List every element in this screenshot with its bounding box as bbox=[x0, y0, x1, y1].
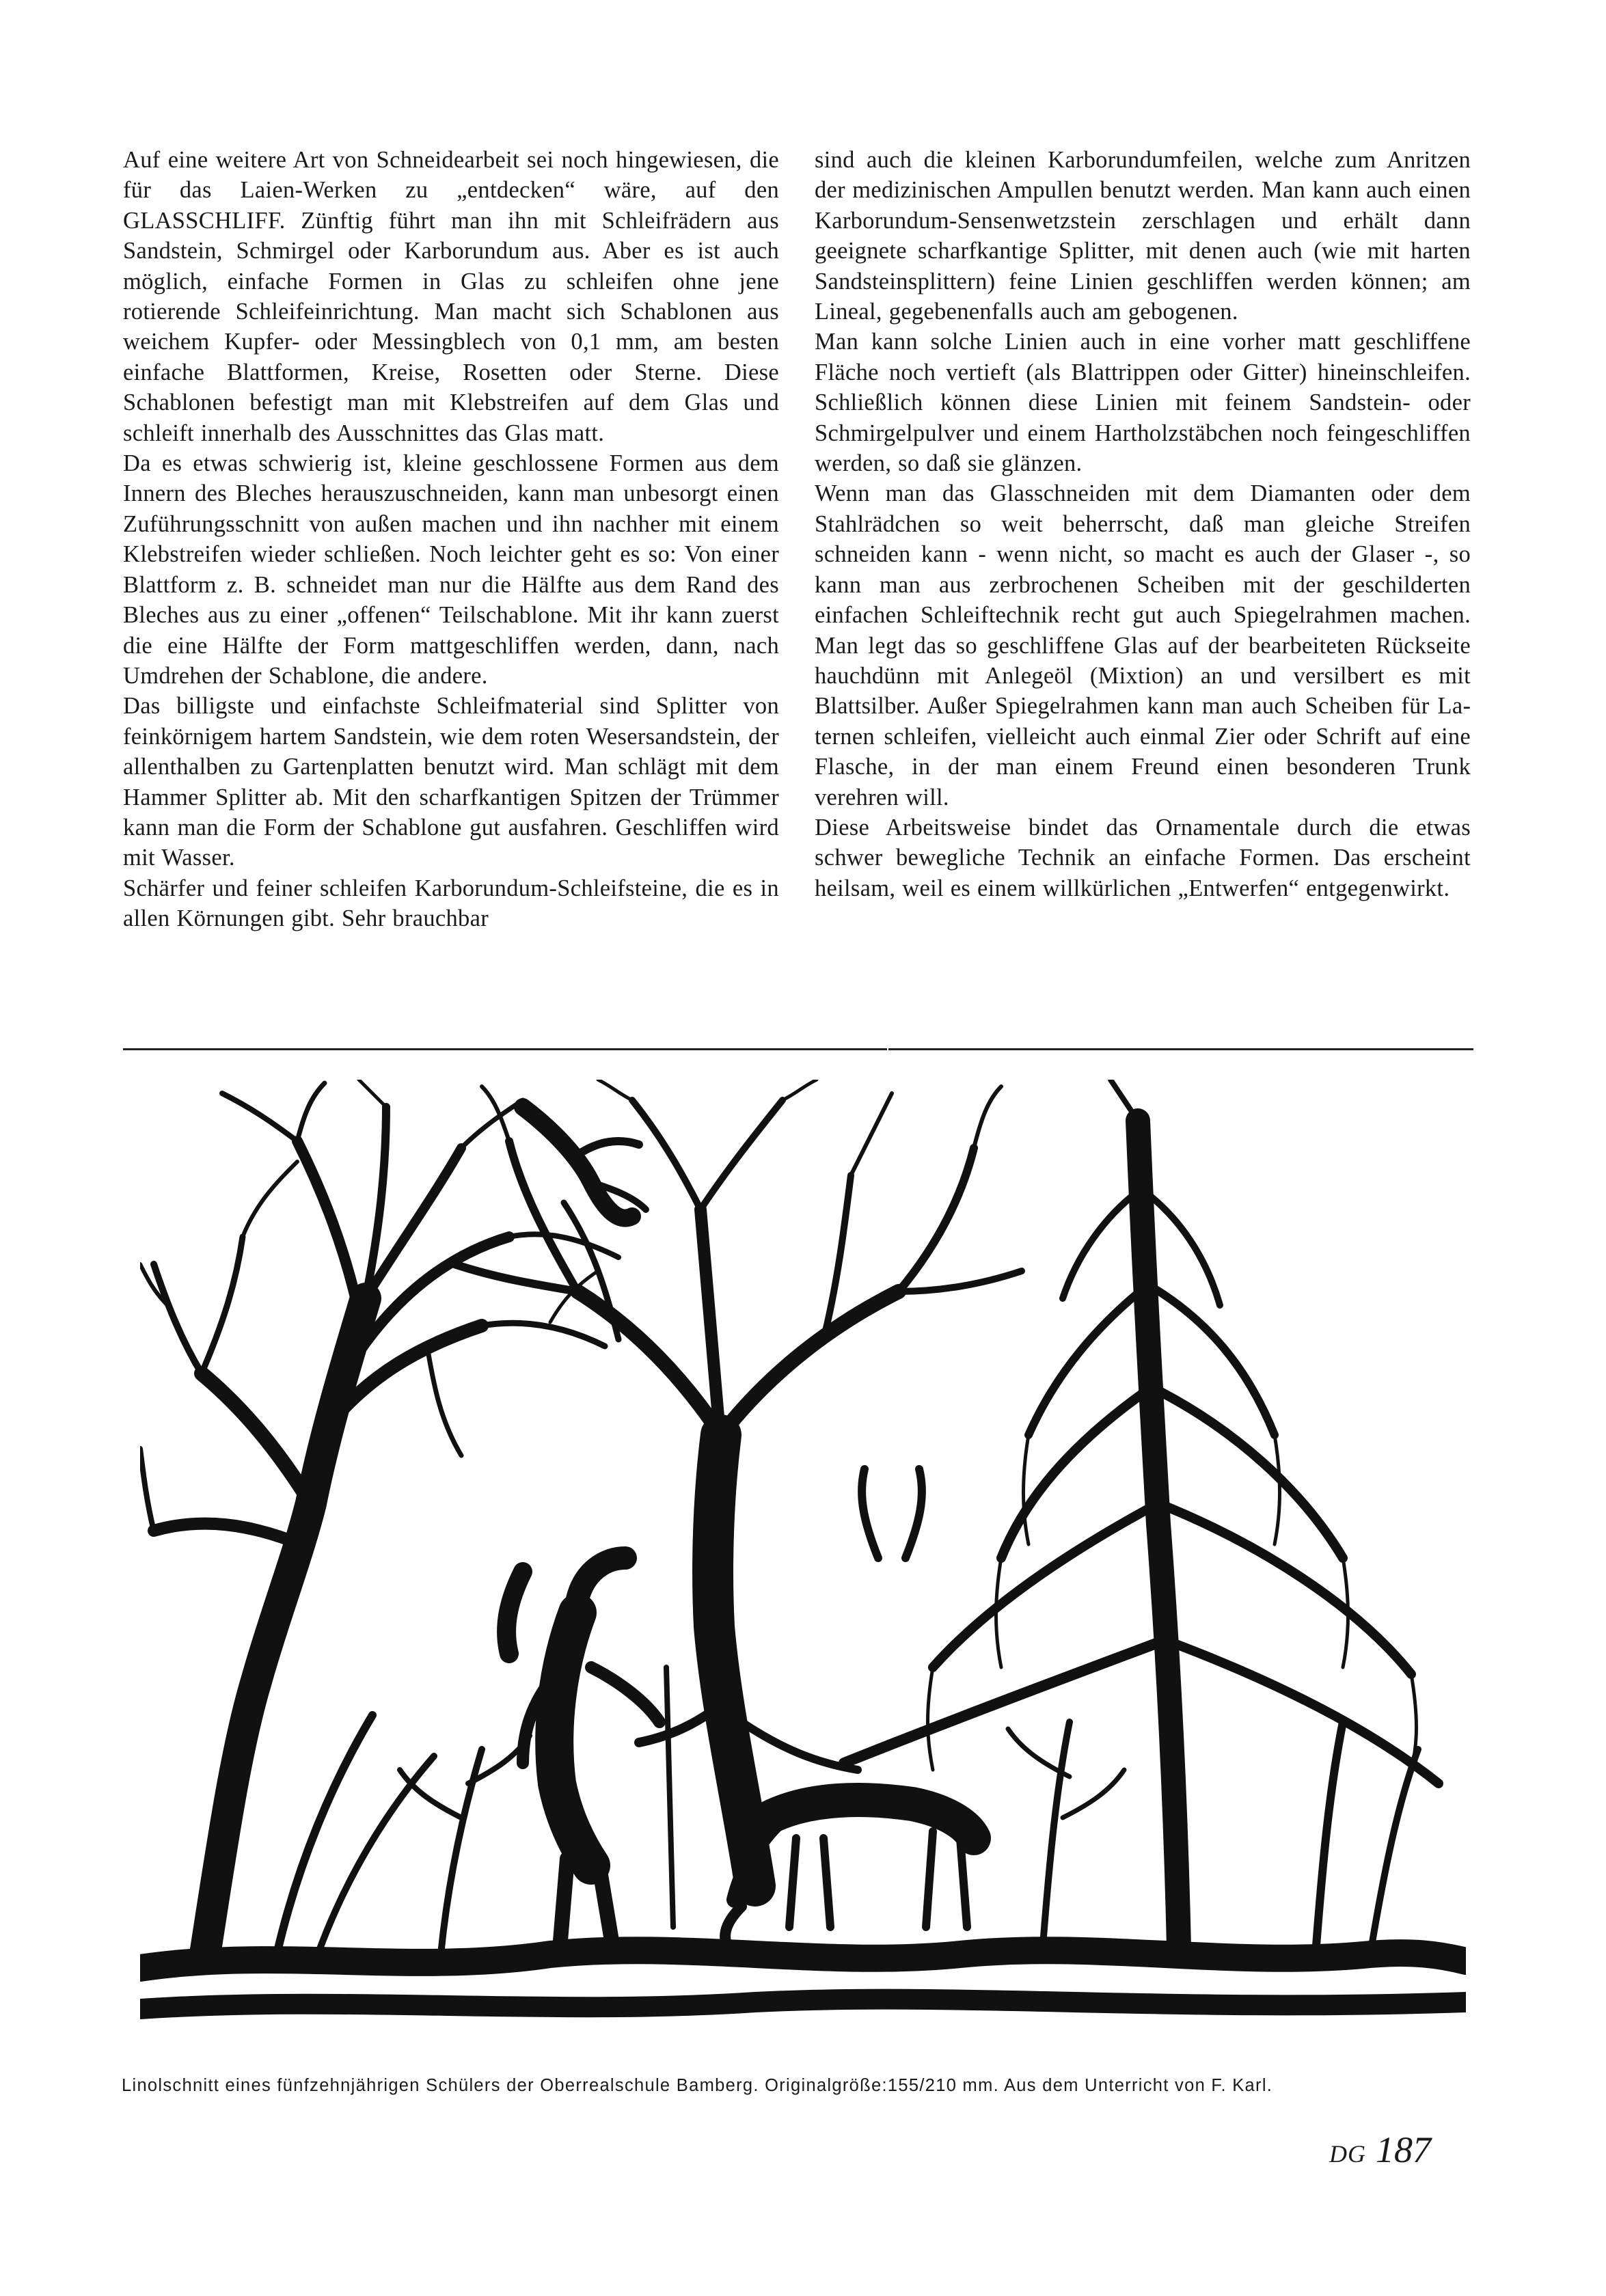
paragraph: Da es etwas schwierig ist, kleine geschlossene Formen aus dem Innern des Bleches herauszuschneiden, kann man unbesorgt einen Zuführungsschnitt von außen machen und ihn nachher mit einem Klebstreifen wieder schließen. Noch leichter geht es so: Von einer Blattform z. B. schneidet man nur die Hälfte aus dem Rand des Bleches aus zu einer „offenen“ Teilschablone. Mit ihr kann zuerst die eine Hälfte der Form mattgeschliffen werden, dann, nach Umdrehen der Schablone, die andere. bbox=[123, 450, 779, 689]
ground-strip bbox=[140, 1950, 1466, 1968]
text-column-right bbox=[815, 145, 1471, 903]
paragraph: sind auch die kleinen Karborundumfeilen, welche zum Anritzen der medizinischen Ampullen benutzt werden. Man kann auch einen Karborundum-Sensenwetzstein zerschlagen und erhält dann geeignete scharfkantige Splitter, mit denen auch (wie mit harten Sandsteinsplittern) feine Linien geschliffen werden können; am Lineal, gegebenenfalls auch am gebogenen. bbox=[815, 147, 1471, 325]
divider-rule-left bbox=[123, 1048, 887, 1050]
text-column-left bbox=[123, 145, 779, 934]
page-footer bbox=[1329, 2129, 1431, 2171]
figure-caption: Linolschnitt eines fünfzehnjährigen Schülers der Oberrealschule Bamberg. Originalgröße:155/210 mm. Aus dem Unterricht von F. Karl. bbox=[122, 2076, 1273, 2095]
paragraph: Auf eine weitere Art von Schneidearbeit sei noch hingewiesen, die für das Laien-Werken zu „entdecken“ wäre, auf den GLASSCHLIFF. Zünftig führt man ihn mit Schleifrädern aus Sandstein, Schmirgel oder Karborundum aus. Aber es ist auch möglich, einfache Formen in Glas zu schleifen ohne jene rotierende Schleifeinrichtung. Man macht sich Schablonen aus weichem Kupfer- oder Messingblech von 0,1 mm, am besten einfache Blattformen, Kreise, Rosetten oder Sterne. Diese Schablonen befestigt man mit Klebstreifen auf dem Glas und schleift innerhalb des Ausschnittes das Glas matt. bbox=[123, 147, 779, 446]
page-number: 187 bbox=[1376, 2129, 1431, 2170]
paragraph: Man kann solche Linien auch in eine vorher matt geschliffene Fläche noch vertieft (als Blattrippen oder Gitter) hineinschleifen. Schließlich können diese Linien mit feinem Sandstein- oder Schmirgelpulver und einem Hartholzstäbchen noch feingeschliffen werden, so daß sie glänzen. bbox=[815, 329, 1471, 477]
divider-rule-right bbox=[888, 1048, 1473, 1050]
paragraph: Das billigste und einfachste Schleifmaterial sind Splitter von feinkörnigem hartem Sandstein, wie dem roten Wesersandstein, der allenthalben zu Gartenplatten benutzt wird. Man schlägt mit dem Hammer Splitter ab. Mit den scharfkantigen Spitzen der Trümmer kann man die Form der Schablone gut ausfahren. Geschliffen wird mit Wasser. bbox=[123, 693, 779, 871]
magazine-abbreviation: DG bbox=[1329, 2140, 1366, 2168]
paragraph: Schärfer und feiner schleifen Karborundum-Schleifsteine, die es in allen Körnungen gibt. Sehr brauchbar bbox=[123, 875, 779, 932]
linocut-illustration bbox=[140, 1080, 1466, 2033]
paragraph: Wenn man das Glasschneiden mit dem Diamanten oder dem Stahlrädchen so weit beherrscht, daß man gleiche Streifen schneiden kann - wenn nicht, so macht es auch der Glaser -, so kann man aus zerbrochenen Scheiben mit der geschilderten einfachen Schleiftechnik recht gut auch Spiegelrahmen machen. Man legt das so geschliffene Glas auf der bearbeiteten Rückseite hauchdünn mit Anlegeöl (Mixtion) an und versilbert es mit Blattsilber. Außer Spiegelrahmen kann man auch Scheiben für Laternen schleifen, vielleicht auch einmal Zier oder Schrift auf eine Flasche, in der man einem Freund einen besonderen Trunk verehren will. bbox=[815, 480, 1471, 810]
paragraph: Diese Arbeitsweise bindet das Ornamentale durch die etwas schwer bewegliche Technik an einfache Formen. Das erscheint heilsam, weil es einem willkürlichen „Entwerfen“ entgegenwirkt. bbox=[815, 814, 1471, 901]
ground-strip-lower bbox=[140, 1999, 1466, 2009]
